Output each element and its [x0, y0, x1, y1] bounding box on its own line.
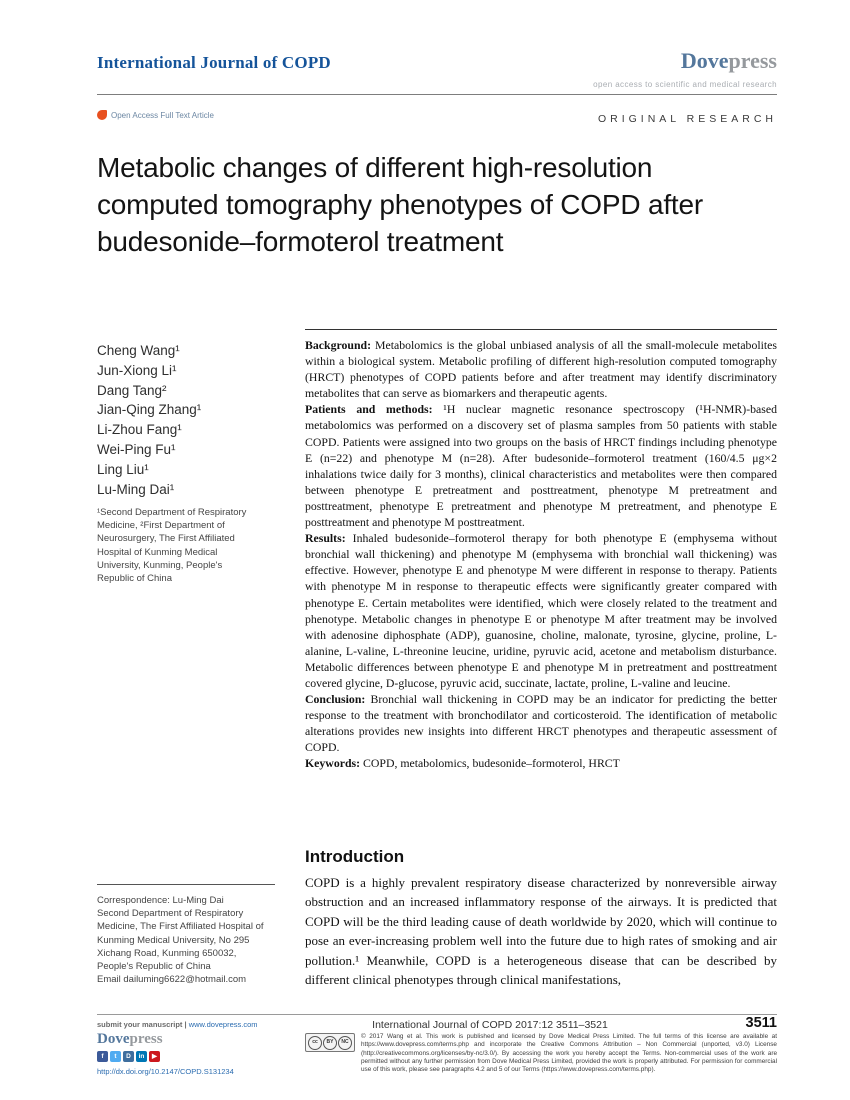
author-name: Li-Zhou Fang¹: [97, 422, 182, 438]
abstract-text: COPD, metabolomics, budesonide–formoterol, HRCT: [363, 756, 620, 771]
author-name: Jun-Xiong Li¹: [97, 362, 177, 378]
license-text: © 2017 Wang et al. This work is published and licensed by Dove Medical Press Limited. The full terms of this license are available at https://www.dovepress.com/terms.php and incorporate the Creative Commons Attribution – Non Commercial (unported, v3.0) License (http://creativecommons.org/licenses/by-nc/3.0/). By accessing the work you hereby accept the Terms. Non-commercial uses of the work are permitted without any further permission from Dove Medical Press Limited, provided the work is properly attributed. For permission for commercial use of this work, please see paragraphs 4.2 and 5 of our Terms (https://www.dovepress.com/terms.php).: [361, 1033, 777, 1074]
doi-link[interactable]: http://dx.doi.org/10.2147/COPD.S131234: [97, 1067, 234, 1076]
correspondence-block: [97, 884, 275, 986]
journal-tagline: open access to scientific and medical research: [593, 80, 777, 89]
abstract-text: ¹H nuclear magnetic resonance spectroscopy (¹H-NMR)-based metabolomics was performed on a discovery set of plasma samples from 50 patients with stable COPD. Patients were assigned into two groups on the basis of HRCT findings including phenotype E (n=22) and phenotype M (n=28). After budesonide–formoterol treatment (160/4.5 μg×2 inhalations twice daily for 3 months), clinical characteristics and metabolites were then compared between phenotype E pretreatment and posttreatment, phenotype M pretreatment and posttreatment, phenotype E pretreatment and phenotype M pretreatment, and phenotype E posttreatment and phenotype M posttreatment.: [305, 402, 778, 530]
abstract-section-conclusion: [305, 691, 777, 755]
abstract: [305, 337, 777, 772]
footer-dovepress-logo: [97, 1031, 163, 1048]
submit-manuscript-note: [97, 1020, 258, 1029]
author-name: Wei-Ping Fu¹: [97, 441, 176, 457]
open-access-label: Open Access Full Text Article: [111, 110, 215, 120]
abstract-text: Inhaled budesonide–formoterol therapy for both phenotype E (emphysema without bronchial wall thickening) and phenotype M (emphysema with bronchial wall thickening) was effective. However, phenotype E and phenotype M were different in response to therapy. Patients with phenotype M in response to therapeutic effects were significantly greater compared with phenotype E. Certain metabolites were identified, which were closely related to the treatment and phenotype. Metabolic changes in phenotype E or phenotype M after treatment may be involved with adenosine diphosphate (ADP), guanosine, choline, malonate, tyrosine, glycine, proline, L-alanine, L-valine, L-threonine leucine, uridine, pyruvic acid, acetone and metabolism disturbance. Metabolic differences between phenotype E and phenotype M in pretreatment and posttreatment covered glycine, D-glucose, pyruvic acid, succinate, lactate, proline, L-valine and leucine.: [305, 531, 777, 690]
facebook-icon[interactable]: f: [97, 1051, 108, 1062]
abstract-section-results: [305, 530, 777, 691]
dovepress-logo-dove: Dove: [680, 48, 729, 73]
author-name: Lu-Ming Dai¹: [97, 481, 175, 497]
dovepress-social-icon[interactable]: D: [123, 1051, 134, 1062]
linkedin-icon[interactable]: in: [136, 1051, 147, 1062]
abstract-label: Patients and methods:: [305, 402, 433, 417]
correspondence-address: Second Department of Respiratory Medicine, The First Affiliated Hospital of Kunming Medical University, No 295 Xichang Road, Kunming 650032, People's Republic of China: [97, 908, 264, 973]
journal-citation: International Journal of COPD 2017:12 3511–3521: [372, 1019, 608, 1031]
introduction-paragraph: COPD is a highly prevalent respiratory disease characterized by nonreversible airway obstruction and an increased inflammatory response of the airways. It is predicted that COPD will be the third leading cause of death worldwide by 2020, which will continue to pose an ever-increasing problem well into the future due to high rates of smoking and air pollution.¹ Meanwhile, COPD is a heterogeneous disease that can be described by different clinical phenotypes through clinical manifestations,: [305, 875, 777, 988]
author-name: Dang Tang²: [97, 382, 167, 398]
article-type-label: ORIGINAL RESEARCH: [597, 113, 777, 125]
dovepress-link[interactable]: www.dovepress.com: [188, 1020, 258, 1029]
cc-nc-icon: NC: [338, 1036, 352, 1050]
abstract-section-methods: [305, 401, 777, 530]
abstract-section-keywords: [305, 755, 777, 771]
submit-separator: |: [182, 1020, 189, 1029]
authors-list: [97, 341, 201, 499]
youtube-icon[interactable]: ▶: [149, 1051, 160, 1062]
abstract-text: Metabolomics is the global unbiased analysis of all the small-molecule metabolites within a biological system. Metabolic profiling of different high-resolution computed tomography (HRCT) phenotypes of COPD patients before and after treatment may identify discriminatory metabolites that can serve as biomarkers and therapeutic agents.: [305, 338, 778, 401]
abstract-divider: [305, 329, 777, 330]
abstract-label: Results:: [305, 531, 346, 546]
footer-divider: [97, 1014, 777, 1015]
correspondence-email[interactable]: Email dailuming6622@hotmail.com: [97, 974, 247, 986]
article-title: Metabolic changes of different high-resolution computed tomography phenotypes of COPD after budesonide–formoterol treatment: [97, 151, 703, 257]
page-number: 3511: [745, 1015, 777, 1031]
dovepress-logo: [681, 48, 777, 74]
abstract-label: Keywords:: [305, 756, 361, 771]
abstract-section-background: [305, 337, 777, 401]
introduction-heading: Introduction: [305, 847, 405, 866]
author-name: Cheng Wang¹: [97, 343, 180, 358]
author-name: Ling Liu¹: [97, 461, 149, 477]
abstract-label: Conclusion:: [305, 692, 366, 707]
open-access-icon: [97, 110, 107, 120]
submit-manuscript-label: submit your manuscript: [97, 1020, 183, 1029]
author-name: Jian-Qing Zhang¹: [97, 402, 202, 418]
open-access-note: [97, 110, 214, 120]
license-block: [305, 1033, 777, 1074]
abstract-text: Bronchial wall thickening in COPD may be an indicator for predicting the better response to the treatment with bronchodilator and corticosteroid. The identification of metabolic alterations provides new insights into different HRCT phenotypes and therapeutic assessment of COPD.: [305, 692, 777, 755]
abstract-label: Background:: [305, 338, 371, 352]
journal-name: International Journal of COPD: [97, 53, 331, 72]
footer-logo-press: press: [129, 1031, 163, 1047]
twitter-icon[interactable]: t: [110, 1051, 121, 1062]
header-divider: [97, 94, 777, 95]
affiliation: ¹Second Department of Respiratory Medicine, ²First Department of Neurosurgery, The First Affiliated Hospital of Kunming Medical University, Kunming, People's Republic of China: [97, 507, 247, 585]
correspondence-name: Correspondence: Lu-Ming Dai: [97, 895, 224, 906]
cc-icon: cc: [308, 1036, 322, 1050]
social-links: [97, 1051, 160, 1062]
dovepress-logo-press: press: [728, 48, 777, 73]
creative-commons-badge: [305, 1033, 355, 1052]
cc-by-icon: BY: [323, 1036, 337, 1050]
footer-logo-dove: Dove: [97, 1031, 130, 1047]
